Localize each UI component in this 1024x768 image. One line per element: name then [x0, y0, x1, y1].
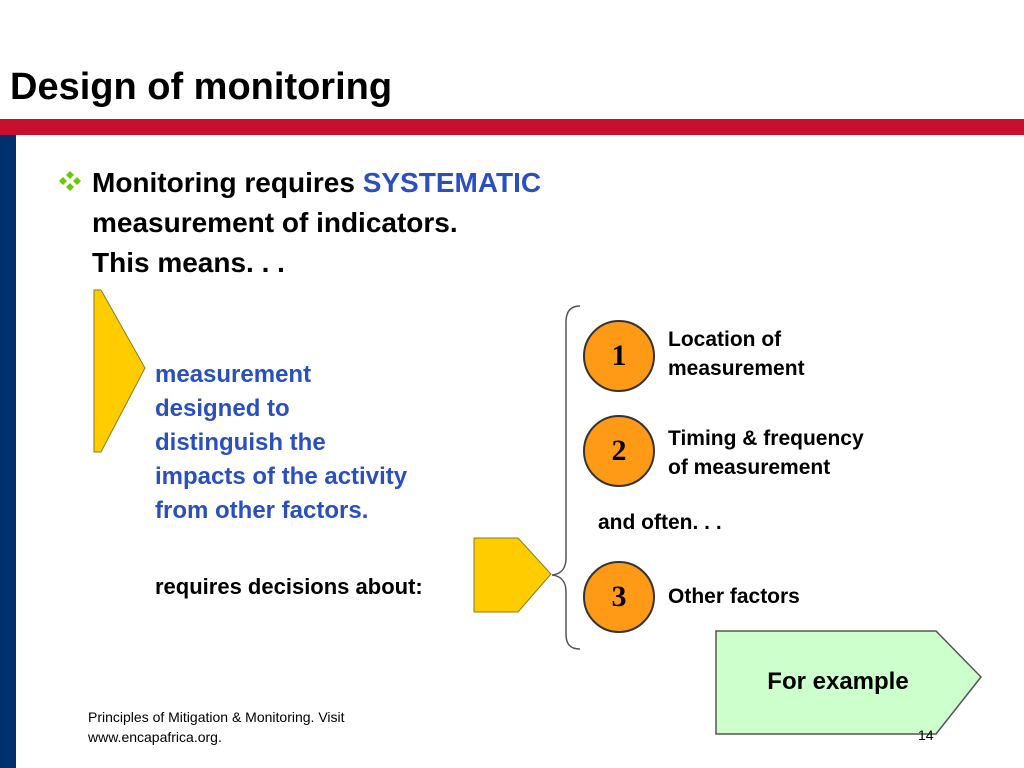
item-label-location [668, 325, 805, 383]
page-number: 14 [918, 727, 934, 743]
description-line: impacts of the activity [155, 463, 408, 490]
description-line: measurement [155, 361, 312, 388]
and-often-text: and often. . . [598, 511, 722, 534]
item-label-line: Timing & frequency [668, 427, 864, 450]
item-label-other-factors [668, 582, 800, 611]
item-label-line: of measurement [668, 456, 831, 479]
bullet-text-before: Monitoring requires [92, 167, 363, 198]
description-line: distinguish the [155, 429, 326, 456]
main-bullet [92, 163, 541, 283]
diamond-bullet-icon [57, 170, 83, 192]
measurement-description [155, 358, 407, 528]
item-label-line: Other factors [668, 585, 800, 608]
bullet-line-3: This means. . . [92, 247, 285, 278]
slide-title: Design of monitoring [10, 66, 393, 108]
footer-text [88, 707, 345, 747]
footer-line: Principles of Mitigation & Monitoring. Visit [88, 709, 345, 725]
item-label-line: measurement [668, 357, 805, 380]
description-line: designed to [155, 395, 290, 422]
item-label-line: Location of [668, 328, 782, 351]
item-label-timing [668, 424, 864, 482]
requires-decisions-text: requires decisions about: [155, 574, 423, 599]
description-line: from other factors. [155, 497, 369, 524]
bullet-line-1 [92, 163, 541, 203]
systematic-highlight: SYSTEMATIC [362, 167, 542, 198]
large-arrow-shape [94, 290, 145, 452]
for-example-button[interactable]: For example [767, 668, 909, 695]
number-circle-1: 1 [583, 320, 655, 392]
bullet-line-2: measurement of indicators. [92, 207, 458, 238]
small-arrow-shape [474, 538, 551, 612]
curly-brace-shape [552, 306, 580, 649]
footer-link[interactable]: www.encapafrica.org. [88, 729, 222, 745]
number-circle-3: 3 [583, 561, 655, 633]
number-circle-2: 2 [583, 415, 655, 487]
